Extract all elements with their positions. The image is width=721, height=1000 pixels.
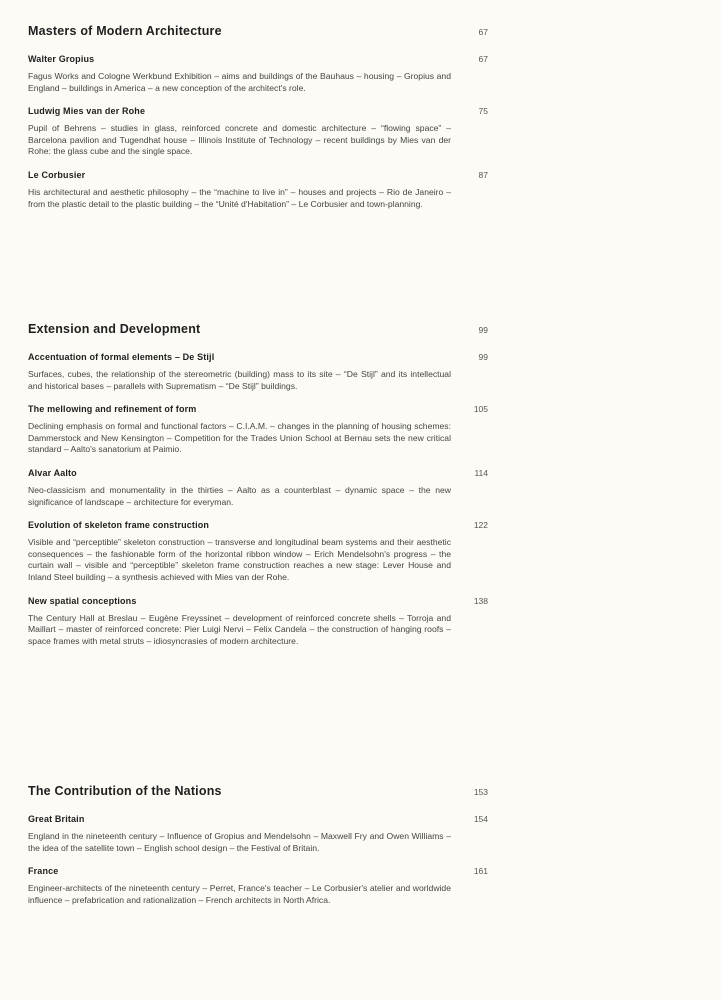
entry-title: France <box>28 866 59 877</box>
entry-page-number: 105 <box>473 404 488 415</box>
entry-description: England in the nineteenth century – Influence of Gropius and Mendelsohn – Maxwell Fry and Owen Williams – the idea of the satellite town – English school design – the Festival of Britain. <box>28 831 451 853</box>
toc-section <box>28 24 488 210</box>
section-header <box>28 784 488 798</box>
entry-page-number: 87 <box>478 169 488 180</box>
entry-title: Ludwig Mies van der Rohe <box>28 106 146 117</box>
entry-page-number: 75 <box>478 106 488 117</box>
toc-entry <box>28 814 488 854</box>
section-page-number: 99 <box>478 325 488 335</box>
entry-description: Fagus Works and Cologne Werkbund Exhibition – aims and buildings of the Bauhaus – housing – Gropius and England – buildings in America – a new conception of the architect's role. <box>28 71 451 93</box>
entry-description: Visible and “perceptible” skeleton construction – transverse and longitudinal beam systems and their aesthetic consequences – the fashionable form of the horizontal ribbon window – Erich Mendelsohn's progress – the curtain wall – visible and “perceptible” skeleton frame construction reaches a new stage: Lever House and Inland Steel building – a synthesis achieved with Mies van der Rohe. <box>28 537 451 582</box>
toc-entry <box>28 170 488 210</box>
entry-description: The Century Hall at Breslau – Eugène Freyssinet – development of reinforced concrete shells – Torroja and Maillart – master of reinforced concrete: Pier Luigi Nervi – Felix Candela – the construction of hanging roofs – space frames with metal struts – idiosyncrasies of modern architecture. <box>28 612 451 646</box>
entry-page-number: 67 <box>478 54 488 64</box>
toc-entry <box>28 404 488 456</box>
entry-description: Surfaces, cubes, the relationship of the stereometric (building) mass to its site – “De Stijl” and its intellectual and historical bases – parallels with Suprematism – “De Stijl” buildings. <box>28 369 451 391</box>
toc-entry <box>28 106 488 158</box>
section-page-number: 67 <box>478 27 488 37</box>
entry-page-number: 99 <box>478 352 488 362</box>
toc-entry <box>28 54 488 94</box>
entry-page-number: 114 <box>474 467 488 478</box>
section-title: Extension and Development <box>28 322 201 336</box>
toc-entry <box>28 352 488 392</box>
entry-description: Pupil of Behrens – studies in glass, reinforced concrete and domestic architecture – “flowing space” – Barcelona pavilion and Tugendhat house – Illinois Institute of Technology – recent buildings by Mies van der Rohe: the glass cube and the single space. <box>28 123 451 157</box>
entry-page-number: 154 <box>473 814 488 824</box>
toc-entry <box>28 866 488 906</box>
entry-description: Declining emphasis on formal and functional factors – C.I.A.M. – changes in the planning of housing schemes: Dammerstock and New Kensington – Competition for the Trades Union School at Bernau sets the new critical standard – Aalto's sanatorium at Paimio. <box>28 421 451 455</box>
entry-title: Le Corbusier <box>28 169 86 180</box>
entry-title: Walter Gropius <box>28 54 95 64</box>
toc-section <box>28 322 488 647</box>
entry-page-number: 138 <box>473 595 488 606</box>
section-title: Masters of Modern Architecture <box>28 24 222 38</box>
toc-entry <box>28 468 488 508</box>
toc-section <box>28 784 488 906</box>
toc-entry <box>28 596 488 648</box>
section-title: The Contribution of the Nations <box>28 784 222 798</box>
entry-description: His architectural and aesthetic philosophy – the “machine to live in” – houses and projects – Rio de Janeiro – from the plastic detail to the plastic building – the “Unité d'Habitation” – Le Corbusier and town-planning. <box>28 186 451 209</box>
entry-title: The mellowing and refinement of form <box>28 404 197 415</box>
entry-page-number: 161 <box>473 866 488 877</box>
entry-title: New spatial conceptions <box>28 595 137 606</box>
entry-title: Alvar Aalto <box>28 467 77 478</box>
entry-title: Accentuation of formal elements – De Stijl <box>28 352 215 362</box>
section-header <box>28 322 488 336</box>
entry-title: Great Britain <box>28 814 85 824</box>
toc-entry <box>28 520 488 583</box>
entry-page-number: 122 <box>473 520 488 531</box>
entry-title: Evolution of skeleton frame construction <box>28 520 210 531</box>
entry-description: Neo-classicism and monumentality in the thirties – Aalto as a counterblast – dynamic space – the new significance of landscape – architecture for everyman. <box>28 484 451 507</box>
section-page-number: 153 <box>473 787 488 797</box>
entry-description: Engineer-architects of the nineteenth century – Perret, France's teacher – Le Corbusier's atelier and worldwide influence – prefabrication and rationalization – French architects in North Africa. <box>28 883 451 905</box>
section-header <box>28 24 488 38</box>
